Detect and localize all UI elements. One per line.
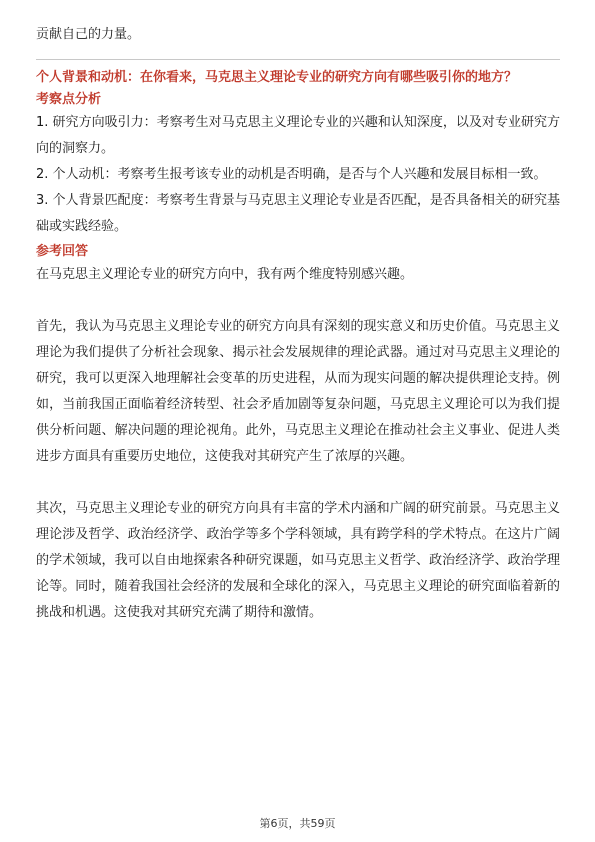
paragraph-gap bbox=[36, 470, 560, 496]
question-heading: 个人背景和动机：在你看来，马克思主义理论专业的研究方向有哪些吸引你的地方？ bbox=[36, 70, 518, 85]
page-number-footer: 第6页，共59页 bbox=[259, 817, 336, 830]
analysis-list bbox=[36, 110, 560, 240]
answer-body bbox=[36, 262, 560, 626]
page-content bbox=[36, 22, 560, 626]
intro-tail-text: 贡献自己的力量。 bbox=[36, 27, 141, 42]
analysis-item: 1. 研究方向吸引力：考察考生对马克思主义理论专业的兴趣和认知深度，以及对专业研究方向的洞察力。 bbox=[36, 115, 560, 156]
answer-paragraph: 在马克思主义理论专业的研究方向中，我有两个维度特别感兴趣。 bbox=[36, 267, 414, 282]
section-divider bbox=[36, 59, 560, 60]
answer-paragraph: 首先，我认为马克思主义理论专业的研究方向具有深刻的现实意义和历史价值。马克思主义理论为我们提供了分析社会现象、揭示社会发展规律的理论武器。通过对马克思主义理论的研究，我可以更深入地理解社会变革的历史进程，从而为现实问题的解决提供理论支持。例如，当前我国正面临着经济转型、社会矛盾加剧等复杂问题，马克思主义理论可以为我们提供分析问题、解决问题的理论视角。此外，马克思主义理论在推动社会主义事业、促进人类进步方面具有重要历史地位，这使我对其研究产生了浓厚的兴趣。 bbox=[36, 319, 560, 464]
analysis-item: 3. 个人背景匹配度：考察考生背景与马克思主义理论专业是否匹配，是否具备相关的研究基础或实践经验。 bbox=[36, 193, 560, 234]
answer-heading: 参考回答 bbox=[36, 244, 89, 259]
analysis-heading: 考察点分析 bbox=[36, 92, 102, 107]
analysis-item: 2. 个人动机：考察考生报考该专业的动机是否明确，是否与个人兴趣和发展目标相一致。 bbox=[36, 167, 547, 182]
answer-paragraph: 其次，马克思主义理论专业的研究方向具有丰富的学术内涵和广阔的研究前景。马克思主义理论涉及哲学、政治经济学、政治学等多个学科领域，具有跨学科的学术特点。在这片广阔的学术领域，我可以自由地探索各种研究课题，如马克思主义哲学、政治经济学、政治学理论等。同时，随着我国社会经济的发展和全球化的深入，马克思主义理论的研究面临着新的挑战和机遇。这使我对其研究充满了期待和激情。 bbox=[36, 501, 560, 620]
paragraph-gap bbox=[36, 288, 560, 314]
